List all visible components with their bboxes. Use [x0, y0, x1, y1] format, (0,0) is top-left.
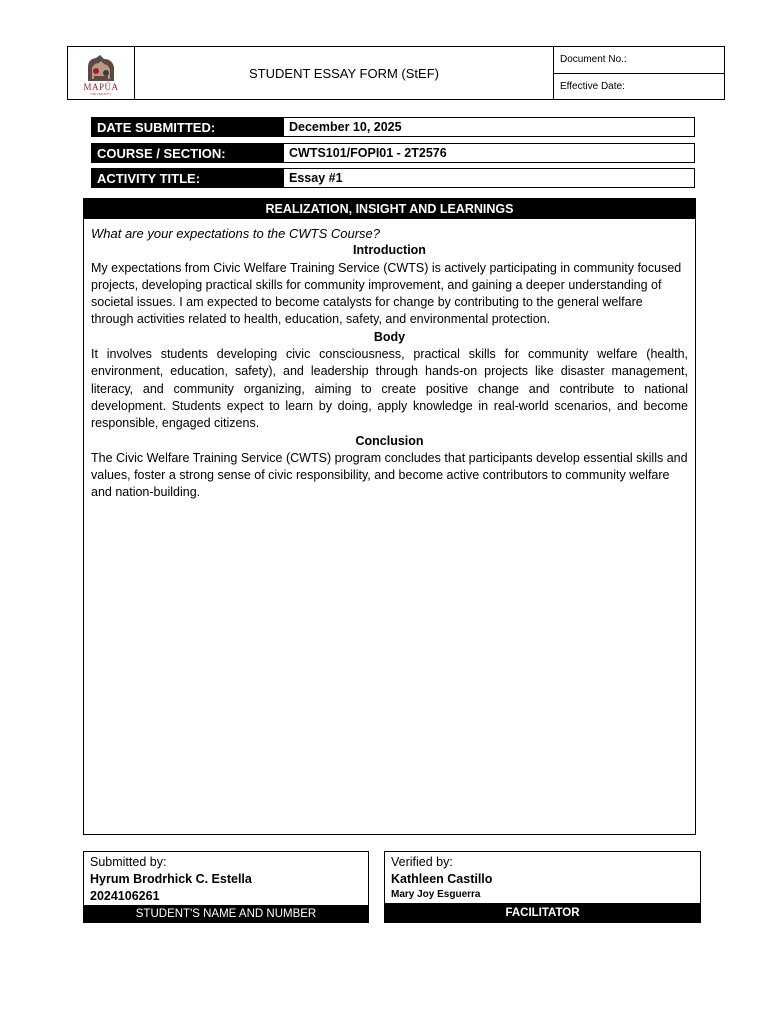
mapua-logo [79, 50, 123, 96]
submitted-by-box [83, 851, 369, 923]
essay-body [84, 219, 695, 502]
activity-title-row [91, 168, 695, 188]
introduction-heading: Introduction [353, 243, 426, 258]
facilitator-label: FACILITATOR [385, 903, 700, 922]
body-heading: Body [373, 329, 406, 344]
form-title: STUDENT ESSAY FORM (StEF) [249, 65, 439, 81]
essay-question: What are your expectations to the CWTS Course? [91, 226, 381, 241]
student-number: 2024106261 [90, 889, 160, 903]
form-header [67, 46, 725, 100]
date-submitted-value: December 10, 2025 [283, 117, 695, 137]
activity-title-label: ACTIVITY TITLE: [91, 168, 283, 188]
essay-heading: REALIZATION, INSIGHT AND LEARNINGS [84, 199, 695, 219]
verified-by-box [384, 851, 701, 923]
effective-date-label: Effective Date: [554, 73, 724, 100]
submitted-by-label: Submitted by: [90, 855, 167, 869]
course-section-value: CWTS101/FOPI01 - 2T2576 [283, 143, 695, 163]
document-meta [553, 47, 724, 99]
introduction-text: My expectations from Civic Welfare Training Service (CWTS) is actively participating in community focused projects, developing practical skills for community improvement, and gaining a deeper understanding of societal issues. I am expected to become catalysts for change by contributing to the general welfare through activities related to health, education, safety, and environmental protection. [91, 260, 682, 327]
student-name: Hyrum Brodrhick C. Estella [90, 872, 252, 886]
facilitator-name: Kathleen Castillo [391, 872, 493, 886]
conclusion-text: The Civic Welfare Training Service (CWTS) program concludes that participants develop essential skills and values, foster a strong sense of civic responsibility, and become active contributors to community welfare and nation-building. [91, 450, 688, 500]
logo-subtext: UNIVERSITY [90, 92, 112, 96]
document-no-label: Document No.: [560, 54, 627, 66]
seal-icon [82, 53, 120, 83]
essay-section [83, 198, 696, 835]
course-section-row [91, 143, 695, 163]
date-submitted-label: DATE SUBMITTED: [91, 117, 283, 137]
date-submitted-row [91, 117, 695, 137]
verified-by-body [385, 852, 700, 903]
course-section-label: COURSE / SECTION: [91, 143, 283, 163]
verified-by-label: Verified by: [391, 855, 453, 869]
facilitator-second-name: Mary Joy Esguerra [391, 889, 481, 900]
submitted-by-body [84, 852, 368, 905]
body-text: It involves students developing civic consciousness, practical skills for community welfare (health, environment, education, safety), and leadership through hands-on projects like disaster management, literacy, and community organizing, aiming to create positive change and contribute to national development. Students expect to learn by doing, apply knowledge in real-world scenarios, and become responsible, engaged citizens. [91, 347, 688, 431]
logo-cell [68, 47, 135, 99]
student-name-number-label: STUDENT'S NAME AND NUMBER [84, 905, 368, 922]
conclusion-heading: Conclusion [355, 433, 424, 448]
logo-wordmark: MAPÚA [83, 82, 119, 92]
activity-title-value: Essay #1 [283, 168, 695, 188]
